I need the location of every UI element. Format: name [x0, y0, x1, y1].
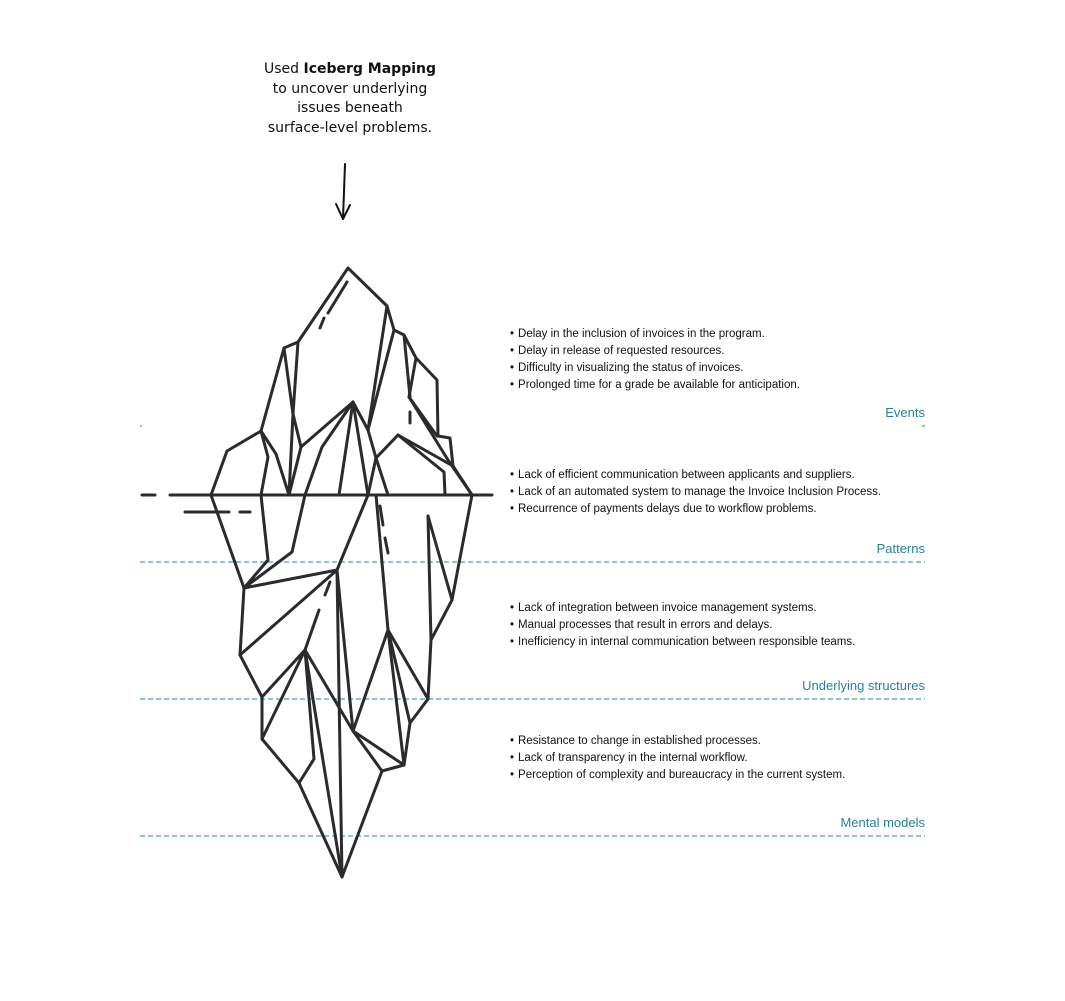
down-arrow-icon — [336, 164, 350, 219]
list-item: • Difficulty in visualizing the status of invoices. — [510, 360, 930, 377]
list-item: • Lack of an automated system to manage the Invoice Inclusion Process. — [510, 484, 930, 501]
mental-models-list — [510, 733, 930, 784]
structures-list — [510, 600, 930, 651]
caption-line-2: to uncover underlying — [272, 80, 428, 97]
level-label-structures: Underlying structures — [802, 678, 925, 693]
level-label-events: Events — [885, 405, 925, 420]
list-item: • Resistance to change in established processes. — [510, 733, 930, 750]
list-item: • Delay in release of requested resources. — [510, 343, 930, 360]
caption-line-4: surface-level problems. — [267, 119, 433, 136]
caption-highlight: Iceberg Mapping — [303, 61, 437, 77]
events-list — [510, 326, 930, 394]
list-item: • Perception of complexity and bureaucracy in the current system. — [510, 767, 930, 784]
list-item: • Lack of integration between invoice management systems. — [510, 600, 930, 617]
patterns-list — [510, 467, 930, 518]
list-item: • Lack of transparency in the internal workflow. — [510, 750, 930, 767]
list-item: • Delay in the inclusion of invoices in the program. — [510, 326, 930, 343]
iceberg-icon — [142, 268, 492, 877]
list-item: • Manual processes that result in errors and delays. — [510, 617, 930, 634]
list-item: • Prolonged time for a grade be available for anticipation. — [510, 377, 930, 394]
list-item: • Recurrence of payments delays due to workflow problems. — [510, 501, 930, 518]
level-label-patterns: Patterns — [876, 541, 925, 556]
list-item: • Inefficiency in internal communication between responsible teams. — [510, 634, 930, 651]
caption-prefix: Used — [263, 61, 300, 77]
level-label-mental-models: Mental models — [840, 815, 925, 830]
caption-line-3: issues beneath — [297, 100, 403, 116]
list-item: • Lack of efficient communication between applicants and suppliers. — [510, 467, 930, 484]
